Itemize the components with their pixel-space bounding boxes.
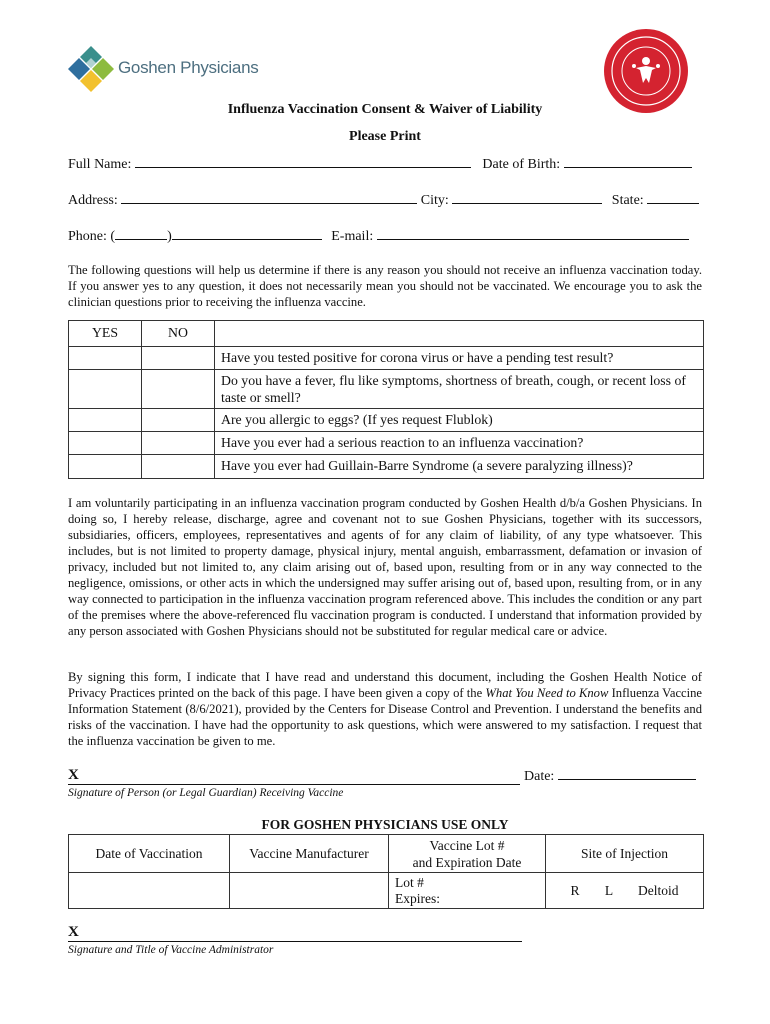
phone-number-field[interactable] [172, 227, 322, 240]
no-checkbox-1[interactable] [142, 347, 215, 370]
logo-mark-icon [66, 44, 116, 94]
name-dob-row [68, 155, 702, 173]
consent-vis-title: What You Need to Know [485, 686, 609, 700]
expires-label: Expires: [395, 890, 440, 906]
office-use-table [68, 834, 704, 909]
phone-email-row [68, 227, 702, 245]
question-5: Have you ever had Guillain-Barre Syndrome (a severe paralyzing illness)? [215, 455, 704, 479]
phone-paren: ) [167, 229, 172, 244]
email-field[interactable] [377, 227, 689, 240]
waiver-paragraph: I am voluntarily participating in an influenza vaccination program conducted by Goshen Health d/b/a Goshen Physicians. In doing so, I hereby release, discharge, agree and covenant not to sue Goshen Physicians, together with its successors, subsidiaries, officers, employees, representatives and agents of for any claim of liability, of any type whatsoever. This includes, but is not limited to property damage, physical injury, mental anguish, embarrassment, defamation or invasion of privacy, included but not limited to, any claim arising out of, based upon, resulting from or in any way connected to the negligence, omissions, or other acts in which the undersigned may suffer arising out of, based upon, resulting from, or in any way connected to participation in the influenza vaccination program referenced above. This includes the condition or any part of the premises where the above-referenced flu vaccination program is conducted. I understand that information provided by any person associated with Goshen Physicians should not be substituted for regular medical care or advice. [68, 496, 702, 638]
logo-text: Goshen Physicians [118, 58, 259, 77]
question-2: Do you have a fever, flu like symptoms, shortness of breath, cough, or recent loss of taste or smell? [215, 370, 704, 409]
question-header-blank [215, 321, 704, 347]
full-name-field[interactable] [135, 155, 471, 168]
consent-text-1: By signing this form, I indicate that I have read and understand this document, including the Goshen Health Notice of Privacy Practices printed on the back of this page. I have been given a copy of the [68, 670, 702, 700]
state-field[interactable] [647, 191, 699, 204]
goshen-physicians-logo [66, 44, 259, 96]
col-lot-line-1: Vaccine Lot # [429, 837, 505, 853]
form-subtitle: Please Print [349, 129, 421, 144]
phone-area-field[interactable] [115, 227, 167, 240]
site-left-option[interactable]: L [604, 882, 613, 898]
yes-checkbox-4[interactable] [69, 432, 142, 455]
col-date-of-vaccination: Date of Vaccination [69, 835, 230, 873]
address-row [68, 191, 702, 209]
form-title: Influenza Vaccination Consent & Waiver of Liability [227, 102, 543, 117]
col-lot-line-2: and Expiration Date [412, 854, 522, 870]
yes-checkbox-3[interactable] [69, 409, 142, 432]
no-header: NO [142, 321, 215, 347]
yes-checkbox-1[interactable] [69, 347, 142, 370]
vaccine-manufacturer-cell[interactable] [230, 873, 389, 909]
site-deltoid-label: Deltoid [638, 882, 679, 898]
phone-label: Phone: ( [68, 229, 116, 244]
no-checkbox-3[interactable] [142, 409, 215, 432]
city-label: City: [420, 193, 449, 208]
administrator-signature-x: X [68, 924, 79, 940]
signature-date-row [524, 767, 696, 785]
col-lot-expiration [389, 835, 546, 873]
recipient-signature-x: X [68, 767, 79, 783]
administrator-signature-caption: Signature and Title of Vaccine Administrator [68, 944, 274, 956]
dob-field[interactable] [564, 155, 692, 168]
consent-paragraph [68, 669, 702, 749]
date-of-vaccination-cell[interactable] [69, 873, 230, 909]
lot-label: Lot # [395, 874, 424, 890]
no-checkbox-4[interactable] [142, 432, 215, 455]
question-4: Have you ever had a serious reaction to an influenza vaccination? [215, 432, 704, 455]
address-field[interactable] [121, 191, 417, 204]
yes-checkbox-5[interactable] [69, 455, 142, 479]
yes-header: YES [69, 321, 142, 347]
full-name-label: Full Name: [68, 157, 132, 172]
question-3: Are you allergic to eggs? (If yes request Flublok) [215, 409, 704, 432]
screening-questions-table [68, 320, 704, 479]
lot-expiration-cell[interactable] [389, 873, 546, 909]
consent-text-2: Influenza Vaccine Information Statement (8/6/2021), provided by the Centers for Disease Control and Prevention. I understand the benefits and risks of the vaccination. I have had the opportunity to ask questions, which were answered to my satisfaction. I request that the influenza vaccination be given to me. [68, 686, 703, 748]
state-label: State: [611, 193, 644, 208]
address-label: Address: [68, 193, 118, 208]
question-1: Have you tested positive for corona virus or have a pending test result? [215, 347, 704, 370]
recipient-signature-caption: Signature of Person (or Legal Guardian) Receiving Vaccine [68, 787, 344, 799]
col-site-of-injection: Site of Injection [546, 835, 704, 873]
dob-label: Date of Birth: [482, 157, 561, 172]
no-checkbox-5[interactable] [142, 455, 215, 479]
signature-date-label: Date: [524, 769, 555, 784]
city-field[interactable] [452, 191, 602, 204]
signature-date-field[interactable] [558, 767, 696, 780]
administrator-signature-line[interactable] [68, 924, 522, 942]
site-of-injection-cell [546, 873, 704, 909]
no-checkbox-2[interactable] [142, 370, 215, 409]
intro-paragraph: The following questions will help us determine if there is any reason you should not receive an influenza vaccination today. If you answer yes to any question, it does not necessarily mean you should not be vaccinated. We encourage you to ask the clinician questions prior to receiving the influenza vaccine. [68, 263, 702, 309]
col-vaccine-manufacturer: Vaccine Manufacturer [230, 835, 389, 873]
yes-checkbox-2[interactable] [69, 370, 142, 409]
recipient-signature-line[interactable] [68, 767, 520, 785]
email-label: E-mail: [331, 229, 374, 244]
office-use-heading: FOR GOSHEN PHYSICIANS USE ONLY [261, 817, 509, 832]
site-right-option[interactable]: R [570, 882, 580, 898]
